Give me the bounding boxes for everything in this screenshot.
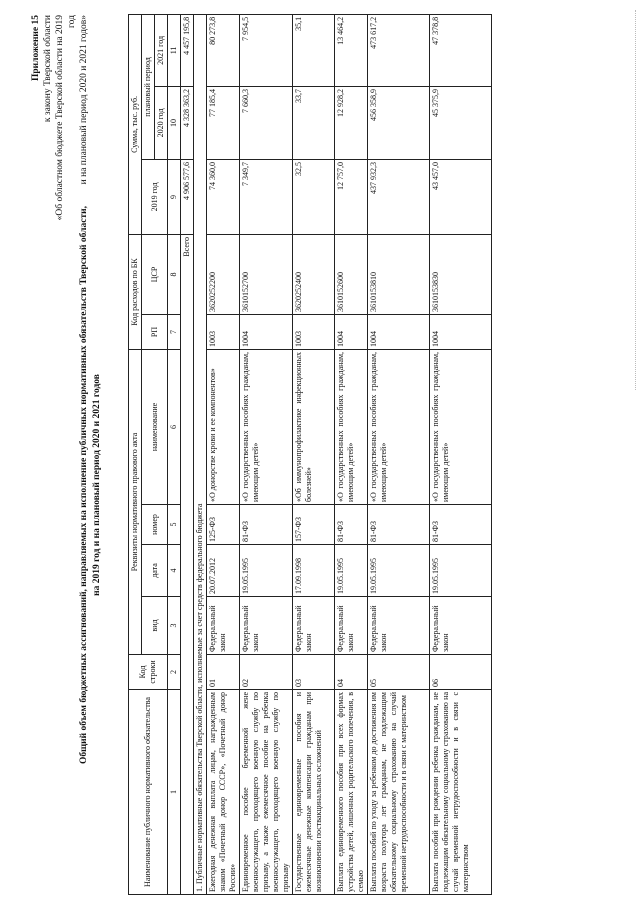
cell-code: 01 (207, 655, 240, 690)
total-2019: 4 906 577,6 (181, 159, 194, 234)
cell-date: 19.05.1995 (430, 545, 492, 597)
cell-code: 02 (240, 655, 293, 690)
header-rp: РП (142, 314, 168, 349)
cell-v2021: 13 464,2 (335, 14, 368, 86)
cell-kind: Федеральный закон (207, 597, 240, 655)
cell-date: 20.07.2012 (207, 545, 240, 597)
cell-v2019: 32,5 (293, 159, 335, 234)
header-amount: Сумма, тыс. руб. (129, 14, 142, 234)
cell-csr: 3620252400 (293, 234, 335, 314)
cell-naming: «О государственных пособиях гражданам, имеющим детей» (430, 349, 492, 504)
header-requisites: Реквизиты нормативного правового акта (129, 349, 142, 654)
cell-kind: Федеральный закон (430, 597, 492, 655)
appendix-title: Приложение 15 (31, 15, 41, 82)
cell-number: 81-ФЗ (430, 505, 492, 545)
header-code: Код строки (129, 655, 168, 690)
cell-name: Единовременное пособие беременной жене военнослужащего, проходящего военную службу по призыву, а также ежемесячное пособие на ребенка военнослужащего, проходящего военную службу по призыву (240, 690, 293, 895)
header-2021: 2021 год (155, 14, 168, 86)
cell-v2021: 473 617,2 (368, 14, 430, 86)
cell-v2021: 47 378,8 (430, 14, 492, 86)
cell-name: Выплата пособий по уходу за ребенком до достижения им возраста полутора лет гражданам, не подлежащим обязательному социальному страхованию на случай временной нетрудоспособности и в связи с материнством (368, 690, 430, 895)
cell-kind: Федеральный закон (368, 597, 430, 655)
header-kind: вид (142, 597, 168, 655)
cell-name: Выплата единовременного пособия при всех формах устройства детей, лишенных родительского попечения, в семью (335, 690, 368, 895)
total-2020: 4 328 363,2 (181, 86, 194, 159)
cell-number: 125-ФЗ (207, 505, 240, 545)
header-2020: 2020 год (155, 86, 168, 159)
colnum: 6 (168, 349, 181, 504)
cell-v2021: 7 954,5 (240, 14, 293, 86)
header-name: Наименование публичного нормативного обязательства (129, 690, 168, 895)
column-numbers-row (168, 14, 181, 894)
colnum: 2 (168, 655, 181, 690)
cell-code: 04 (335, 655, 368, 690)
table-row (293, 14, 335, 894)
cell-v2020: 456 358,9 (368, 86, 430, 159)
cell-v2020: 7 660,3 (240, 86, 293, 159)
document-title (78, 105, 104, 865)
table-row (430, 14, 492, 894)
cell-date: 19.05.1995 (240, 545, 293, 597)
header-planned: плановый период (142, 14, 155, 159)
cell-code: 03 (293, 655, 335, 690)
colnum: 3 (168, 597, 181, 655)
cell-kind: Федеральный закон (293, 597, 335, 655)
cell-rp: 1004 (430, 314, 492, 349)
obligations-table (128, 14, 492, 895)
table-row (335, 14, 368, 894)
cell-number: 81-ФЗ (240, 505, 293, 545)
cell-v2019: 43 457,0 (430, 159, 492, 234)
cell-v2020: 45 375,9 (430, 86, 492, 159)
cell-csr: 3620252200 (207, 234, 240, 314)
cell-naming: «О государственных пособиях гражданам, имеющим детей» (335, 349, 368, 504)
cell-code: 06 (430, 655, 492, 690)
header-csr: ЦСР (142, 234, 168, 314)
header-2019: 2019 год (142, 159, 168, 234)
cell-name: Выплата пособий при рождении ребенка гражданам, не подлежащим обязательному социальному страхованию на случай временной нетрудоспособности и в связи с материнством (430, 690, 492, 895)
header-date: дата (142, 545, 168, 597)
total-row (181, 14, 194, 894)
cell-v2019: 437 932,3 (368, 159, 430, 234)
cell-naming: «Об иммунопрофилактике инфекционных болезней» (293, 349, 335, 504)
cell-naming: «О донорстве крови и ее компонентов» (207, 349, 240, 504)
cell-rp: 1003 (293, 314, 335, 349)
total-2021: 4 457 195,8 (181, 14, 194, 86)
colnum: 4 (168, 545, 181, 597)
document-title-line-2: на 2019 год и на плановый период 2020 и 2021 годов (92, 374, 102, 596)
cell-v2019: 12 757,0 (335, 159, 368, 234)
cell-v2020: 33,7 (293, 86, 335, 159)
colnum: 1 (168, 690, 181, 895)
colnum: 5 (168, 505, 181, 545)
appendix-line-1: к закону Тверской области (43, 15, 53, 123)
cell-number: 81-ФЗ (368, 505, 430, 545)
cell-v2020: 12 928,2 (335, 86, 368, 159)
table-row (368, 14, 430, 894)
cell-v2021: 80 273,8 (207, 14, 240, 86)
section-row (194, 14, 207, 894)
cell-number: 157-ФЗ (293, 505, 335, 545)
cell-rp: 1004 (368, 314, 430, 349)
colnum: 10 (168, 86, 181, 159)
cell-csr: 3610152600 (335, 234, 368, 314)
appendix-line-3: и на плановый период 2020 и 2021 годов» (79, 15, 89, 185)
colnum: 9 (168, 159, 181, 234)
colnum: 11 (168, 14, 181, 86)
cell-date: 19.05.1995 (335, 545, 368, 597)
colnum: 7 (168, 314, 181, 349)
cell-code: 05 (368, 655, 430, 690)
cell-rp: 1004 (240, 314, 293, 349)
cell-v2020: 77 185,4 (207, 86, 240, 159)
table-row (240, 14, 293, 894)
cell-csr: 3610153830 (430, 234, 492, 314)
cell-naming: «О государственных пособиях гражданам, имеющим детей» (240, 349, 293, 504)
table-row (207, 14, 240, 894)
header-bk: Код расходов по БК (129, 234, 142, 349)
cell-v2021: 35,1 (293, 14, 335, 86)
header-number: номер (142, 505, 168, 545)
cell-rp: 1004 (335, 314, 368, 349)
cell-v2019: 7 349,7 (240, 159, 293, 234)
cell-name: Государственные единовременные пособия и ежемесячные денежные компенсации гражданам при возникновении поствакцинальных осложнений (293, 690, 335, 895)
cell-date: 19.05.1995 (368, 545, 430, 597)
colnum: 8 (168, 234, 181, 314)
cell-csr: 3610152700 (240, 234, 293, 314)
total-label: Всего (181, 234, 194, 894)
section-title: 1. Публичные нормативные обязательства Тверской области, исполняемые за счет средств федерального бюджета (194, 14, 207, 894)
cell-kind: Федеральный закон (335, 597, 368, 655)
cell-date: 17.09.1998 (293, 545, 335, 597)
cell-csr: 3610153810 (368, 234, 430, 314)
cell-v2019: 74 360,0 (207, 159, 240, 234)
cell-name: Ежегодная денежная выплата лицам, награжденным знаком «Почетный донор СССР», «Почетный донор России» (207, 690, 240, 895)
cell-naming: «О государственных пособиях гражданам, имеющим детей» (368, 349, 430, 504)
header-naming: наименование (142, 349, 168, 504)
appendix-line-2: «Об областном бюджете Тверской области на 2019 год (55, 15, 77, 221)
data-rows (207, 14, 492, 894)
cell-kind: Федеральный закон (240, 597, 293, 655)
document-title-line-1: Общий объем бюджетных ассигнований, направляемых на исполнение публичных нормативных обязательств Тверской области, (79, 206, 89, 764)
cell-number: 81-ФЗ (335, 505, 368, 545)
cell-rp: 1003 (207, 314, 240, 349)
